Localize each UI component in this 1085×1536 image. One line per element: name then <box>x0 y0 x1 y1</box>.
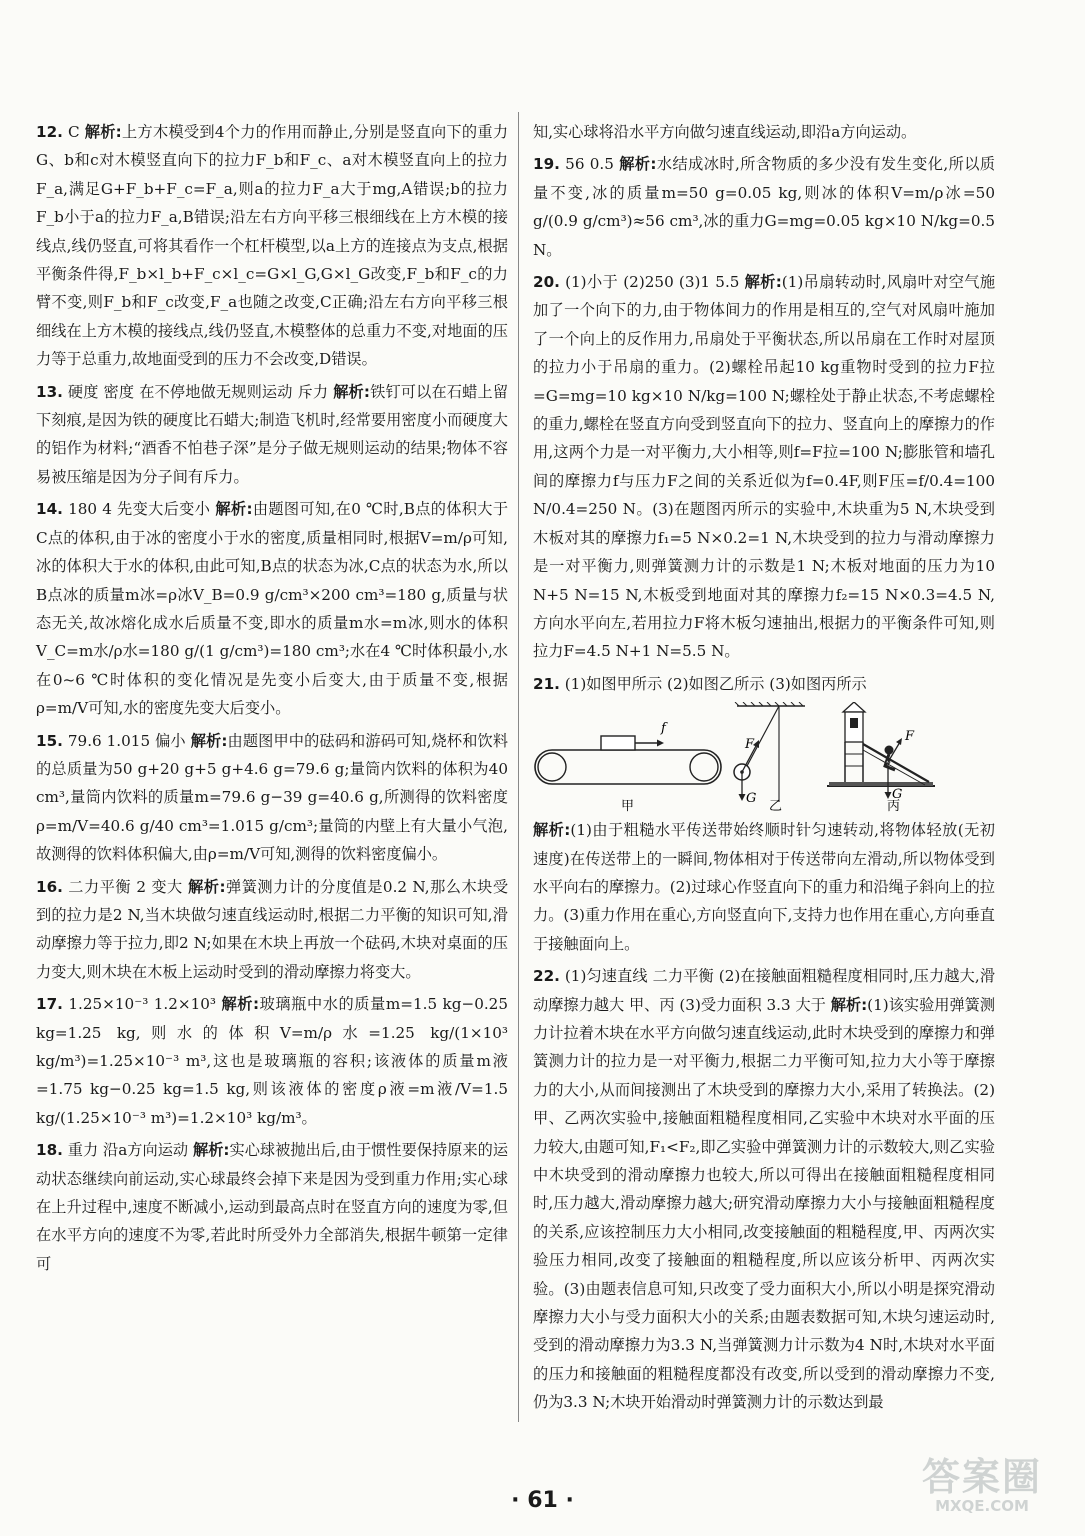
question-18: 18. 重力 沿a方向运动 解析:实心球被抛出后,由于惯性要保持原来的运动状态继续向前运动,实心球最终会掉下来是因为受到重力作用;实心球在上升过程中,速度不断减小,运动到最高点时在竖直方向的速度为零,但在水平方向的速度不为零,若此时所受外力全部消失,根据牛顿第一定律可 <box>36 1141 509 1273</box>
slide-roof <box>843 702 865 712</box>
rope <box>747 706 779 766</box>
question-15: 15. 79.6 1.015 偏小 解析:由题图甲中的砝码和游码可知,烧杯和饮料的总质量为50 g+20 g+5 g+4.6 g=79.6 g;量筒内饮料的体积为40 cm³,量筒内饮料的质量m=79.6 g−39 g=40.6 g,所测得的饮料密度ρ=m/V=40.6 g/40 cm³=1.015 g/cm³;量筒的内壁上有大量小气泡,故测得的饮料体积偏大,由ρ=m/V可知,测得的饮料密度偏小。 <box>36 731 509 864</box>
column-divider <box>518 112 519 1422</box>
question-17: 17. 1.25×10⁻³ 1.2×10³ 解析:玻璃瓶中水的质量m=1.5 kg−0.25 kg=1.25 kg,则水的体积V=m/ρ水=1.25 kg/(1×10³ kg/m³)=1.25×10⁻³ m³,这也是玻璃瓶的容积;该液体的质量m液=1.75 kg−0.25 kg=1.5 kg,则该液体的密度ρ液=m液/V=1.5 kg/(1.25×10⁻³ m³)=1.2×10³ kg/m³。 <box>36 995 509 1127</box>
question-12: 12. C 解析:上方木模受到4个力的作用而静止,分别是竖直向下的重力G、b和c对木模竖直向下的拉力F_b和F_c、a对木模竖直向上的拉力F_a,满足G+F_b+F_c=F_a,则a的拉力F_a大于mg,A错误;b的拉力F_b小于a的拉力F_a,B错误;沿左右方向平移三根细线在上方木模的接线点,线仍竖直,可将其看作一个杠杆模型,以a上方的连接点为支点,根据平衡条件得,F_b×l_b+F_c×l_c=G×l_G,G×l_G改变,F_b和F_c的力臂不变,则F_b和F_c改变,F_a也随之改变,C正确;沿左右方向平移三根细线在上方木模的接线点,线仍竖直,木模整体的总重力不变,对地面的压力等于总重力,故地面受到的压力不会改变,D错误。 <box>36 123 509 369</box>
question-21-explanation: 解析:(1)由于粗糙水平传送带始终顺时针匀速转动,将物体轻放(无初速度)在传送带上的一瞬间,物体相对于传送带向左滑动,所以物体受到水平向右的摩擦力。(2)过球心作竖直向下的重力和沿绳子斜向上的拉力。(3)重力作用在重心,方向竖直向下,支持力也作用在重心,方向垂直于接触面向上。 <box>533 821 995 953</box>
question-20: 20. (1)小于 (2)250 (3)1 5.5 解析:(1)吊扇转动时,风扇叶对空气施加了一个向下的力,由于物体间力的作用是相互的,空气对风扇叶施加了一个向上的反作用力,吊扇处于平衡状态,所以吊扇在工作时对屋顶的拉力小于吊扇的重力。(2)螺栓吊起10 kg重物时受到的拉力F拉=G=mg=10 kg×10 N/kg=100 N;螺栓处于静止状态,不考虑螺栓的重力,螺栓在竖直方向受到竖直向下的拉力、竖直向上的摩擦力的作用,这两个力是一对平衡力,大小相等,则f=F拉=100 N;膨胀管和墙孔间的摩擦力f与压力F之间的关系近似为f=0.4F,则F压=f/0.4=100 N/0.4=250 N。(3)在题图丙所示的实验中,木块重为5 N,木块受到木板对其的摩擦力f₁=5 N×0.2=1 N,木块受到的拉力与滑动摩擦力是一对平衡力,则弹簧测力计的示数是1 N;木板对地面的压力为10 N+5 N=15 N,木板受到地面对其的摩擦力f₂=15 N×0.3=4.5 N,方向水平向左,若用拉力F将木板匀速抽出,根据力的平衡条件可知,则拉力F=4.5 N+1 N=5.5 N。 <box>533 273 996 661</box>
question-21: 21. (1)如图甲所示 (2)如图乙所示 (3)如图丙所示 <box>533 674 867 693</box>
question-18-continued: 知,实心球将沿水平方向做匀速直线运动,即沿a方向运动。 <box>533 123 917 141</box>
watermark-logo <box>907 1446 1057 1524</box>
right-roller <box>690 753 718 781</box>
support-force-label: F <box>905 729 915 745</box>
diagram-jia <box>535 721 721 814</box>
gravity-label-yi: G <box>746 791 757 807</box>
slide-window <box>850 718 858 728</box>
left-column <box>36 118 508 1282</box>
tension-label: F <box>745 737 755 753</box>
question-14: 14. 180 4 先变大后变小 解析:由题图可知,在0 ℃时,B点的体积大于C点的体积,由于冰的密度小于水的密度,质量相同时,根据V=m/ρ可知,冰的体积大于水的体积,由此可知,B点的状态为冰,C点的状态为水,所以B点冰的质量m冰=ρ冰V_B=0.9 g/cm³×200 cm³=180 g,质量与状态无关,故冰熔化成水后质量不变,即水的质量m水=m冰,则水的体积V_C=m水/ρ水=180 g/(1 g/cm³)=180 cm³;水在4 ℃时体积最小,水在0~6 ℃时体积的变化情况是先变小后变大,由于质量不变,根据ρ=m/V可知,水的密度先变大后变小。 <box>36 500 509 718</box>
right-column <box>533 118 995 1421</box>
gravity-arrowhead-bing <box>885 792 892 799</box>
diagram-bing <box>827 702 935 814</box>
watermark-text: 答案圈 <box>921 1455 1042 1499</box>
diagram-yi <box>734 702 805 814</box>
question-13: 13. 硬度 密度 在不停地做无规则运动 斥力 解析:铁钉可以在石蜡上留下刻痕,是因为铁的硬度比石蜡大;制造飞机时,经常要用密度小而硬度大的铝作为材料;“酒香不怕巷子深”是分子做无规则运动的结果;物体不容易被压缩是因为分子间有斥力。 <box>36 382 509 486</box>
label-jia: 甲 <box>621 799 635 815</box>
label-bing: 丙 <box>887 799 901 815</box>
child-head <box>885 746 894 755</box>
force-diagrams <box>533 702 995 814</box>
question-19: 19. 56 0.5 解析:水结成冰时,所含物质的多少没有发生变化,所以质量不变,冰的质量m=50 g=0.05 kg,则冰的体积V=m/ρ冰=50 g/(0.9 g/cm³)≈56 cm³,冰的重力G=mg=0.05 kg×10 N/kg=0.5 N。 <box>533 155 996 259</box>
left-roller <box>538 753 566 781</box>
label-yi: 乙 <box>769 799 783 815</box>
slide-underside <box>863 750 925 785</box>
conveyor-belt <box>535 750 721 784</box>
force-diagrams-svg <box>533 702 995 814</box>
block-on-belt <box>601 736 635 750</box>
question-22: 22. (1)匀速直线 二力平衡 (2)在接触面粗糙程度相同时,压力越大,滑动摩擦力越大 甲、丙 (3)受力面积 3.3 大于 解析:(1)该实验用弹簧测力计拉着木块在水平方向做匀速直线运动,此时木块受到的摩擦力和弹簧测力计的拉力是一对平衡力,根据二力平衡可知,拉力大小等于摩擦力的大小,从而间接测出了木块受到的摩擦力大小,采用了转换法。(2)甲、乙两次实验中,接触面粗糙程度相同,乙实验中木块对水平面的压力较大,由题可知,F₁<F₂,即乙实验中弹簧测力计的示数较大,则乙实验中木块受到的滑动摩擦力也较大,所以可得出在接触面粗糙程度相同时,压力越大,滑动摩擦力越大;研究滑动摩擦力大小与接触面粗糙程度的关系,应该控制压力大小相同,改变接触面的粗糙程度,甲、丙两次实验压力相同,改变了接触面的粗糙程度,所以应该分析甲、丙两次实验。(3)由题表信息可知,只改变了受力面积大小,所以小明是探究滑动摩擦力大小与受力面积大小的关系;由题表数据可知,木块匀速运动时,受到的滑动摩擦力为3.3 N,当弹簧测力计示数为4 N时,木块对水平面的压力和接触面的粗糙程度都没有改变,所以受到的滑动摩擦力不变,仍为3.3 N;木块开始滑动时弹簧测力计的示数达到最 <box>533 967 996 1412</box>
page-number: · 61 · <box>511 1488 574 1513</box>
gravity-label-bing: G <box>892 787 903 803</box>
friction-label: f <box>661 721 666 737</box>
watermark-url: MXQE.COM <box>935 1497 1029 1515</box>
gravity-arrowhead-yi <box>739 794 746 801</box>
friction-arrowhead <box>657 740 664 747</box>
question-16: 16. 二力平衡 2 变大 解析:弹簧测力计的分度值是0.2 N,那么木块受到的拉力是2 N,当木块做匀速直线运动时,根据二力平衡的知识可知,滑动摩擦力等于拉力,即2 N;如果在木块上再放一个砝码,木块对桌面的压力变大,则木块在木板上运动时受到的滑动摩擦力将变大。 <box>36 877 509 981</box>
ground-fill <box>829 782 933 786</box>
